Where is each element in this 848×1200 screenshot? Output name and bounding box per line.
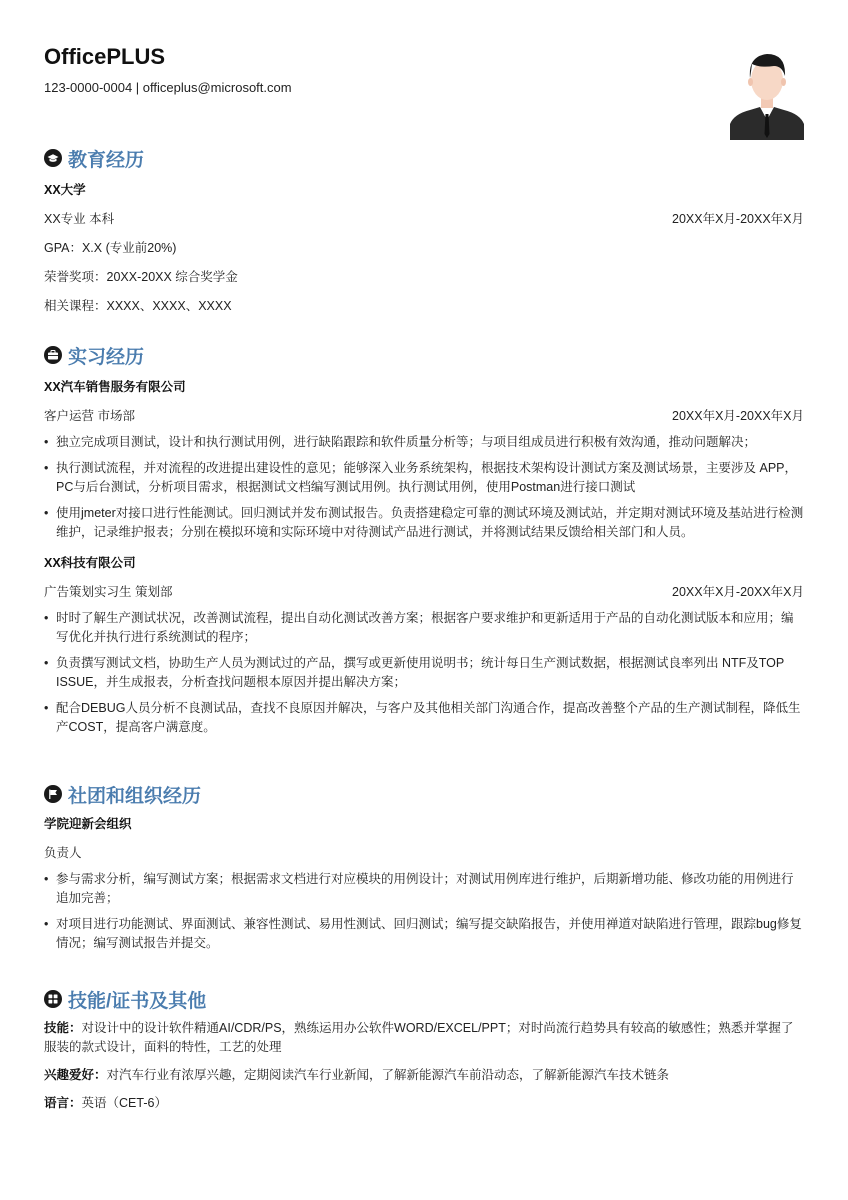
list-item: • 配合DEBUG人员分析不良测试品，查找不良原因并解决，与客户及其他相关部门沟通合作，提高改善整个产品的生产测试制程，降低生产COST，提高客户满意度。 [44,699,804,737]
skills-section [44,985,804,1122]
job-entry [44,549,804,737]
education-section [44,144,804,321]
school-name: XX大学 [44,183,86,197]
grid-icon [44,990,62,1008]
graduation-cap-icon [44,149,62,167]
skill-text: 对设计中的设计软件精通AI/CDR/PS，熟练运用办公软件WORD/EXCEL/PPT；对时尚流行趋势具有较高的敏感性；熟悉并掌握了服装的款式设计，面料的特性，工艺的处理 [44,1021,794,1054]
company-name: XX科技有限公司 [44,556,136,570]
job-role: 广告策划实习生 策划部 [44,585,173,599]
club-bullets [44,870,804,953]
club-role: 负责人 [44,846,82,860]
company-name: XX汽车销售服务有限公司 [44,380,186,394]
club-heading [44,780,804,808]
job-bullets [44,433,804,542]
club-title: 社团和组织经历 [68,785,202,807]
skill-item [44,1094,804,1113]
avatar [730,44,804,140]
education-title: 教育经历 [68,149,145,171]
job-period: 20XX年X月-20XX年X月 [672,585,804,599]
contact-info: 123-0000-0004 | officeplus@microsoft.com [44,80,292,95]
club-org: 学院迎新会组织 [44,817,132,831]
candidate-name: OfficePLUS [44,44,166,69]
job-row [44,578,804,607]
job-bullets [44,609,804,737]
honors: 荣誉奖项：20XX-20XX 综合奖学金 [44,270,238,284]
flag-icon [44,785,62,803]
club-section [44,780,804,960]
skill-label: 语言： [44,1096,82,1110]
gpa: GPA：X.X (专业前20%) [44,241,177,255]
job-period: 20XX年X月-20XX年X月 [672,409,804,423]
education-row [44,205,804,234]
skill-label: 技能： [44,1021,82,1035]
list-item: • 参与需求分析，编写测试方案；根据需求文档进行对应模块的用例设计；对测试用例库进行维护，后期新增功能、修改功能的用例进行追加完善； [44,870,804,908]
list-item: • 对项目进行功能测试、界面测试、兼容性测试、易用性测试、回归测试；编写提交缺陷报告，并使用禅道对缺陷进行管理，跟踪bug修复情况；编写测试报告并提交。 [44,915,804,953]
list-item: • 时时了解生产测试状况，改善测试流程，提出自动化测试改善方案；根据客户要求维护和更新适用于产品的自动化测试版本和应用；编写优化并执行进行系统测试的程序； [44,609,804,647]
job-row [44,402,804,431]
skill-text: 英语（CET-6） [81,1096,167,1110]
list-item: • 独立完成项目测试，设计和执行测试用例，进行缺陷跟踪和软件质量分析等；与项目组成员进行积极有效沟通，推动问题解决； [44,433,804,452]
list-item: • 执行测试流程，并对流程的改进提出建设性的意见；能够深入业务系统架构，根据技术架构设计测试方案及测试场景，主要涉及 APP，PC与后台测试，分析项目需求，根据测试文档编写测试用例。执行测试用例，使用Postman进行接口测试 [44,459,804,497]
internship-section [44,341,804,744]
list-item: • 使用jmeter对接口进行性能测试。回归测试并发布测试报告。负责搭建稳定可靠的测试环境及测试站，并定期对测试环境及基站进行检测维护，记录维护报表；分别在模拟环境和实际环境中对待测试产品进行测试，并将测试结果反馈给相关部门和人员。 [44,504,804,542]
major: XX专业 本科 [44,212,115,226]
job-role: 客户运营 市场部 [44,409,135,423]
skill-item [44,1066,804,1085]
internship-title: 实习经历 [68,346,145,368]
skill-label: 兴趣爱好： [44,1068,107,1082]
skill-item [44,1019,804,1057]
skill-text: 对汽车行业有浓厚兴趣，定期阅读汽车行业新闻，了解新能源汽车前沿动态，了解新能源汽车技术链条 [106,1068,670,1082]
job-entry [44,373,804,542]
internship-heading [44,341,804,369]
skills-title: 技能/证书及其他 [68,990,207,1012]
education-period: 20XX年X月-20XX年X月 [672,212,804,226]
courses: 相关课程：XXXX、XXXX、XXXX [44,299,232,313]
skills-heading [44,985,804,1013]
education-heading [44,144,804,172]
briefcase-icon [44,346,62,364]
list-item: • 负责撰写测试文档，协助生产人员为测试过的产品，撰写或更新使用说明书；统计每日生产测试数据，根据测试良率列出 NTF及TOP ISSUE，并生成报表，分析查找问题根本原因并提出解决方案； [44,654,804,692]
